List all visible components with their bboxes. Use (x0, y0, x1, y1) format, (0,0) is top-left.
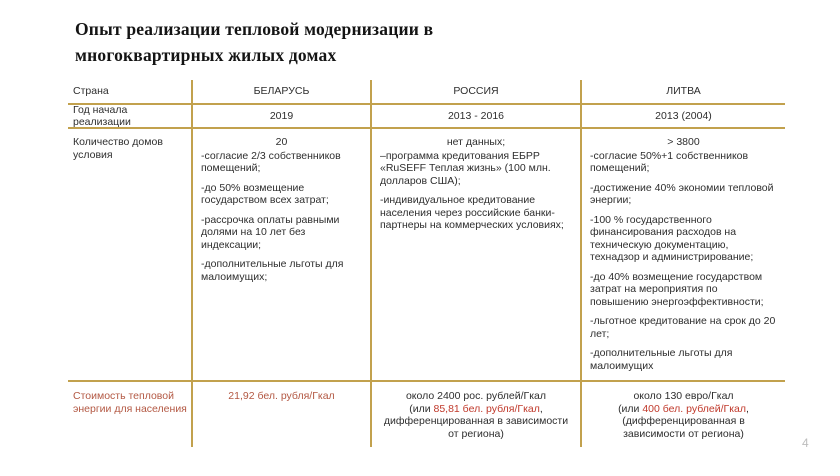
cost-lithuania-line1: около 130 евро/Гкал (633, 390, 734, 402)
condition-item: -индивидуальное кредитование населения через российские банки-партнеры на коммерческих условиях; (380, 194, 564, 231)
cost-lithuania-line2 (590, 403, 777, 441)
cost-russia-line1: около 2400 рос. рублей/Гкал (405, 390, 547, 402)
cost-russia-post: , дифференцированная в зависимости от региона) (383, 402, 569, 440)
condition-item: -100 % государственного финансирования расходов на техническую документацию, технадзор и администрирование; (590, 213, 754, 263)
header-lithuania: ЛИТВА (582, 80, 785, 105)
conditions-lithuania-list (590, 150, 777, 373)
cost-russia (372, 382, 582, 447)
conditions-belarus (193, 129, 372, 382)
condition-item: -достижение 40% экономии тепловой энергии; (590, 181, 774, 206)
condition-item: -до 50% возмещение государством всех затрат; (201, 181, 329, 206)
header-russia: РОССИЯ (372, 80, 582, 105)
conditions-lithuania (582, 129, 785, 382)
year-russia: 2013 - 2016 (372, 105, 582, 129)
cost-lithuania-red-value: 400 бел. рублей/Гкал (642, 402, 746, 415)
page-number: 4 (802, 436, 809, 450)
cost-belarus: 21,92 бел. рубля/Гкал (193, 382, 372, 447)
header-belarus: БЕЛАРУСЬ (193, 80, 372, 105)
conditions-russia-count: нет данных; (446, 136, 506, 148)
year-row-label: Год начала реализации (68, 105, 193, 129)
condition-item: -льготное кредитование на срок до 20 лет; (590, 315, 776, 340)
cost-lithuania (582, 382, 785, 447)
conditions-belarus-list (201, 150, 362, 284)
condition-item: -дополнительные льготы для малоимущих; (201, 258, 344, 283)
year-lithuania: 2013 (2004) (582, 105, 785, 129)
cost-russia-red-value: 85,81 бел. рубля/Гкал (433, 402, 540, 415)
cost-lithuania-post: , (дифференцированная в зависимости от региона) (622, 402, 749, 440)
condition-item: -согласие 2/3 собственников помещений; (201, 149, 341, 174)
cost-lithuania-pre: (или (618, 402, 643, 415)
comparison-table (68, 80, 785, 447)
condition-item: -согласие 50%+1 собственников помещений; (590, 149, 749, 174)
cost-russia-pre: (или (409, 402, 434, 415)
condition-item: –программа кредитования ЕБРР «RuSEFF Теплая жизнь» (100 млн. долларов США); (380, 149, 551, 187)
conditions-row-label: Количество домов условия (68, 129, 193, 382)
condition-item: -дополнительные льготы для малоимущих (590, 347, 733, 372)
cost-row-label: Стоимость тепловой энергии для населения (68, 382, 193, 447)
conditions-russia-list (380, 150, 572, 232)
conditions-lithuania-count: > 3800 (667, 136, 700, 148)
page-title: Опыт реализации тепловой модернизации в многоквартирных жилых домах (75, 19, 434, 66)
header-country-label: Страна (68, 80, 193, 105)
cost-russia-line2 (380, 403, 572, 441)
conditions-russia (372, 129, 582, 382)
condition-item: -рассрочка оплаты равными долями на 10 лет без индексации; (201, 213, 340, 251)
condition-item: -до 40% возмещение государством затрат на мероприятия по повышению энергоэффективности; (590, 270, 764, 308)
year-belarus: 2019 (193, 105, 372, 129)
conditions-belarus-count: 20 (275, 136, 288, 148)
